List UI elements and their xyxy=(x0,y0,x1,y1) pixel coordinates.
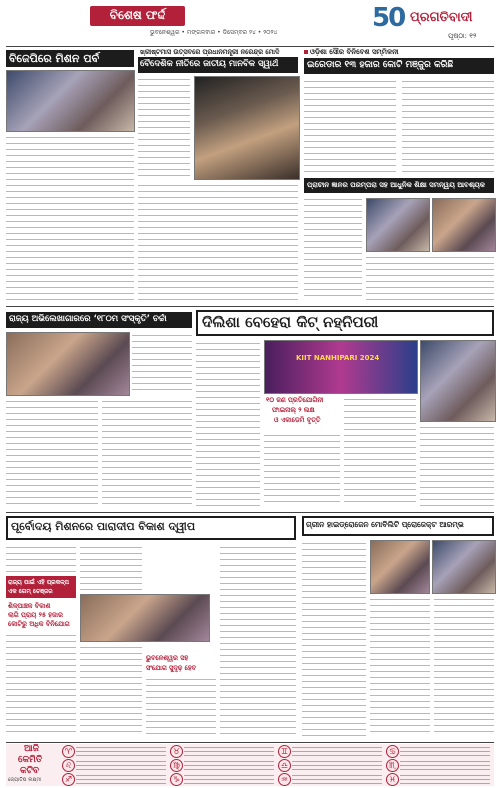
ceremony-photo-1 xyxy=(370,540,430,594)
zodiac-scorpio-icon: ♏ xyxy=(386,759,399,772)
info-box-2-line3: କୋଟିରୁ ଅଧିକ ବିନିଯୋଗ xyxy=(8,620,70,628)
masthead-rule xyxy=(6,46,494,47)
article-photo xyxy=(6,70,135,132)
body-text xyxy=(6,544,76,574)
article-modi xyxy=(138,48,300,302)
dignitaries-photo xyxy=(80,594,210,642)
horoscope-author: ଜ୍ୟୋତିଷ ଲକ୍ଷ୍ମୀ xyxy=(8,777,42,783)
zodiac-sagittarius-icon: ♐ xyxy=(62,773,75,786)
headline: ଗ୍ରୀନ ହାଇଡ୍ରୋଜେନ ମୋବିଲିଟି ପ୍ରୋଜେକ୍ଟ ଆରମ୍ଭ xyxy=(306,520,464,529)
horoscope-title-1: ଆଜି xyxy=(24,744,39,754)
callout-tail: ଓ ଏକାଡେମି ବୃତ୍ତି xyxy=(274,416,321,424)
body-text xyxy=(304,196,362,300)
event-banner: KIIT NANHIPARI 2024 xyxy=(296,354,380,362)
headline: ବିଜେପିରେ ମିଶନ ପର୍ବ xyxy=(9,52,100,65)
body-text-2 xyxy=(6,632,76,736)
article-bjp xyxy=(6,48,134,302)
horoscope-text xyxy=(184,745,274,757)
masthead xyxy=(0,0,500,46)
info-box-3-line2: ସଂଯୋଗ ସୁଦୃଢ଼ ହେବ xyxy=(146,664,197,672)
info-box-3-line1: ଭୁବନେଶ୍ୱର ସହ xyxy=(146,654,189,662)
zodiac-leo-icon: ♌ xyxy=(62,759,75,772)
headline: ପ୍ରାଚୀନ ଜ୍ଞାନର ପରମ୍ପରା ସହ ଆଧୁନିକ ଶିକ୍ଷା ସମନ୍ୱୟ ଆବଶ୍ୟକ xyxy=(307,181,485,189)
kicker: ଓଡ଼ିଶା ସୌର ବିନିବେଶ ସମ୍ମିଳନୀ xyxy=(310,48,399,56)
body-text-2 xyxy=(370,596,430,736)
horoscope-title-3: କଟିବ xyxy=(20,766,40,776)
horoscope-text xyxy=(184,759,274,771)
body-text-5 xyxy=(146,676,216,736)
body-text-side xyxy=(132,332,192,394)
rule-2 xyxy=(6,512,494,513)
zodiac-libra-icon: ♎ xyxy=(278,759,291,772)
info-box-2-title: ଶିଳ୍ପାଞ୍ଚଳ ବିକାଶ xyxy=(8,602,51,610)
body-text xyxy=(196,340,260,506)
article-ireda xyxy=(304,48,494,188)
headline: ଦିଲିଶା ବେହେରା କିଟ୍ ନହ୍ନିପରୀ xyxy=(202,313,379,331)
horoscope-title-2: କେମିତି xyxy=(18,755,43,765)
body-text-2 xyxy=(102,398,192,506)
horoscope-text xyxy=(184,773,274,785)
body-text xyxy=(138,76,190,176)
event-photo-1 xyxy=(366,198,430,252)
horoscope-text xyxy=(76,773,166,785)
horoscope-text xyxy=(400,745,490,757)
group-photo xyxy=(6,332,130,396)
zodiac-taurus-icon: ♉ xyxy=(170,745,183,758)
body-text-3 xyxy=(80,544,142,592)
body-text-3 xyxy=(434,596,494,736)
headline: ଇରେଡାର ୧୩ ହଜାର କୋଟି ମଞ୍ଜୁର କରିଛି xyxy=(307,60,454,70)
zodiac-aquarius-icon: ♒ xyxy=(278,773,291,786)
body-text xyxy=(6,134,134,300)
event-photo-2 xyxy=(432,198,496,252)
zodiac-pisces-icon: ♓ xyxy=(386,773,399,786)
section-title: ବିଶେଷ ଫର୍ଦ୍ଦ xyxy=(109,8,166,22)
article-kiit xyxy=(196,308,494,508)
body-text-3 xyxy=(344,396,416,506)
info-box-1-text: ରାଜ୍ୟ ପାଇଁ ଏହି ପ୍ରକଳ୍ପ ଏକ ଗେମ୍ ଚେଞ୍ଜର xyxy=(8,579,69,595)
headline: ରାଜ୍ୟ ଅଭିଲେଖାଗାରରେ ‘୧୮୦ମ ସଂସ୍କୃତି’ ଚର୍ଚ୍ଚା xyxy=(9,314,167,324)
body-text xyxy=(304,78,396,172)
callout-body: ଫାଇନାଲ୍ ୨ ଲକ୍ଷ xyxy=(272,406,315,414)
horoscope-text xyxy=(292,773,382,785)
article-education xyxy=(304,178,494,304)
horoscope-text xyxy=(292,745,382,757)
body-text xyxy=(6,398,98,506)
logo-anniversary-number: 50 xyxy=(372,3,405,33)
rule-1 xyxy=(6,306,494,307)
article-archives xyxy=(6,308,192,508)
headline: ବୈଦେଶିକ ନୀତିରେ ଜାତୀୟ ମାନବିକ ସ୍ୱାର୍ଥ xyxy=(140,59,279,69)
zodiac-aries-icon: ♈ xyxy=(62,745,75,758)
horoscope-text xyxy=(400,773,490,785)
article-paradeep xyxy=(6,514,298,738)
modi-photo xyxy=(194,76,300,180)
body-text xyxy=(302,540,366,736)
body-text-2 xyxy=(402,78,494,172)
horoscope-text xyxy=(400,759,490,771)
body-text-lower xyxy=(138,182,298,300)
body-text-6 xyxy=(220,544,296,736)
horoscope-text xyxy=(76,745,166,757)
page-label: ପୃଷ୍ଠା: ୧୨ xyxy=(448,32,477,40)
info-box-2-line2: ଲାଗି ପ୍ରାୟ ୨୫ ହଜାର xyxy=(8,611,63,619)
paper-name: ପ୍ରଗତିବାଦୀ xyxy=(410,10,473,25)
body-text-2 xyxy=(264,432,340,506)
kicker-bullet xyxy=(304,50,308,54)
callout-title: ୧୦ ଜଣ ପ୍ରତିଯୋଗିନୀ xyxy=(266,396,324,404)
ceremony-photo-2 xyxy=(432,540,496,594)
body-text-2 xyxy=(366,254,494,300)
zodiac-capricorn-icon: ♑ xyxy=(170,773,183,786)
headline: ପୂର୍ବୋଦୟ ମିଶନରେ ପାରାଦୀପ ବିକାଶ ଦ୍ୱୀପ xyxy=(11,520,196,533)
event-photo xyxy=(264,340,418,394)
rule-3 xyxy=(6,742,494,743)
zodiac-gemini-icon: ♊ xyxy=(278,745,291,758)
horoscope-text xyxy=(76,759,166,771)
zodiac-virgo-icon: ♍ xyxy=(170,759,183,772)
zodiac-cancer-icon: ♋ xyxy=(386,745,399,758)
body-text-4 xyxy=(80,644,142,736)
kicker: ଖ୍ରୀଷ୍ଟମାସ ଉତ୍ସବରେ ପ୍ରଧାନମନ୍ତ୍ରୀ ନରେନ୍ଦ୍ର ମୋଦି xyxy=(140,48,280,56)
horoscope-text xyxy=(292,759,382,771)
article-hydrogen xyxy=(302,514,494,738)
winners-photo xyxy=(420,340,496,422)
dateline: ଭୁବନେଶ୍ୱର • ମଙ୍ଗଳବାର • ଡିସେମ୍ବର ୨୪ • ୨୦୨୪ xyxy=(150,29,278,36)
body-text-4 xyxy=(420,424,494,506)
